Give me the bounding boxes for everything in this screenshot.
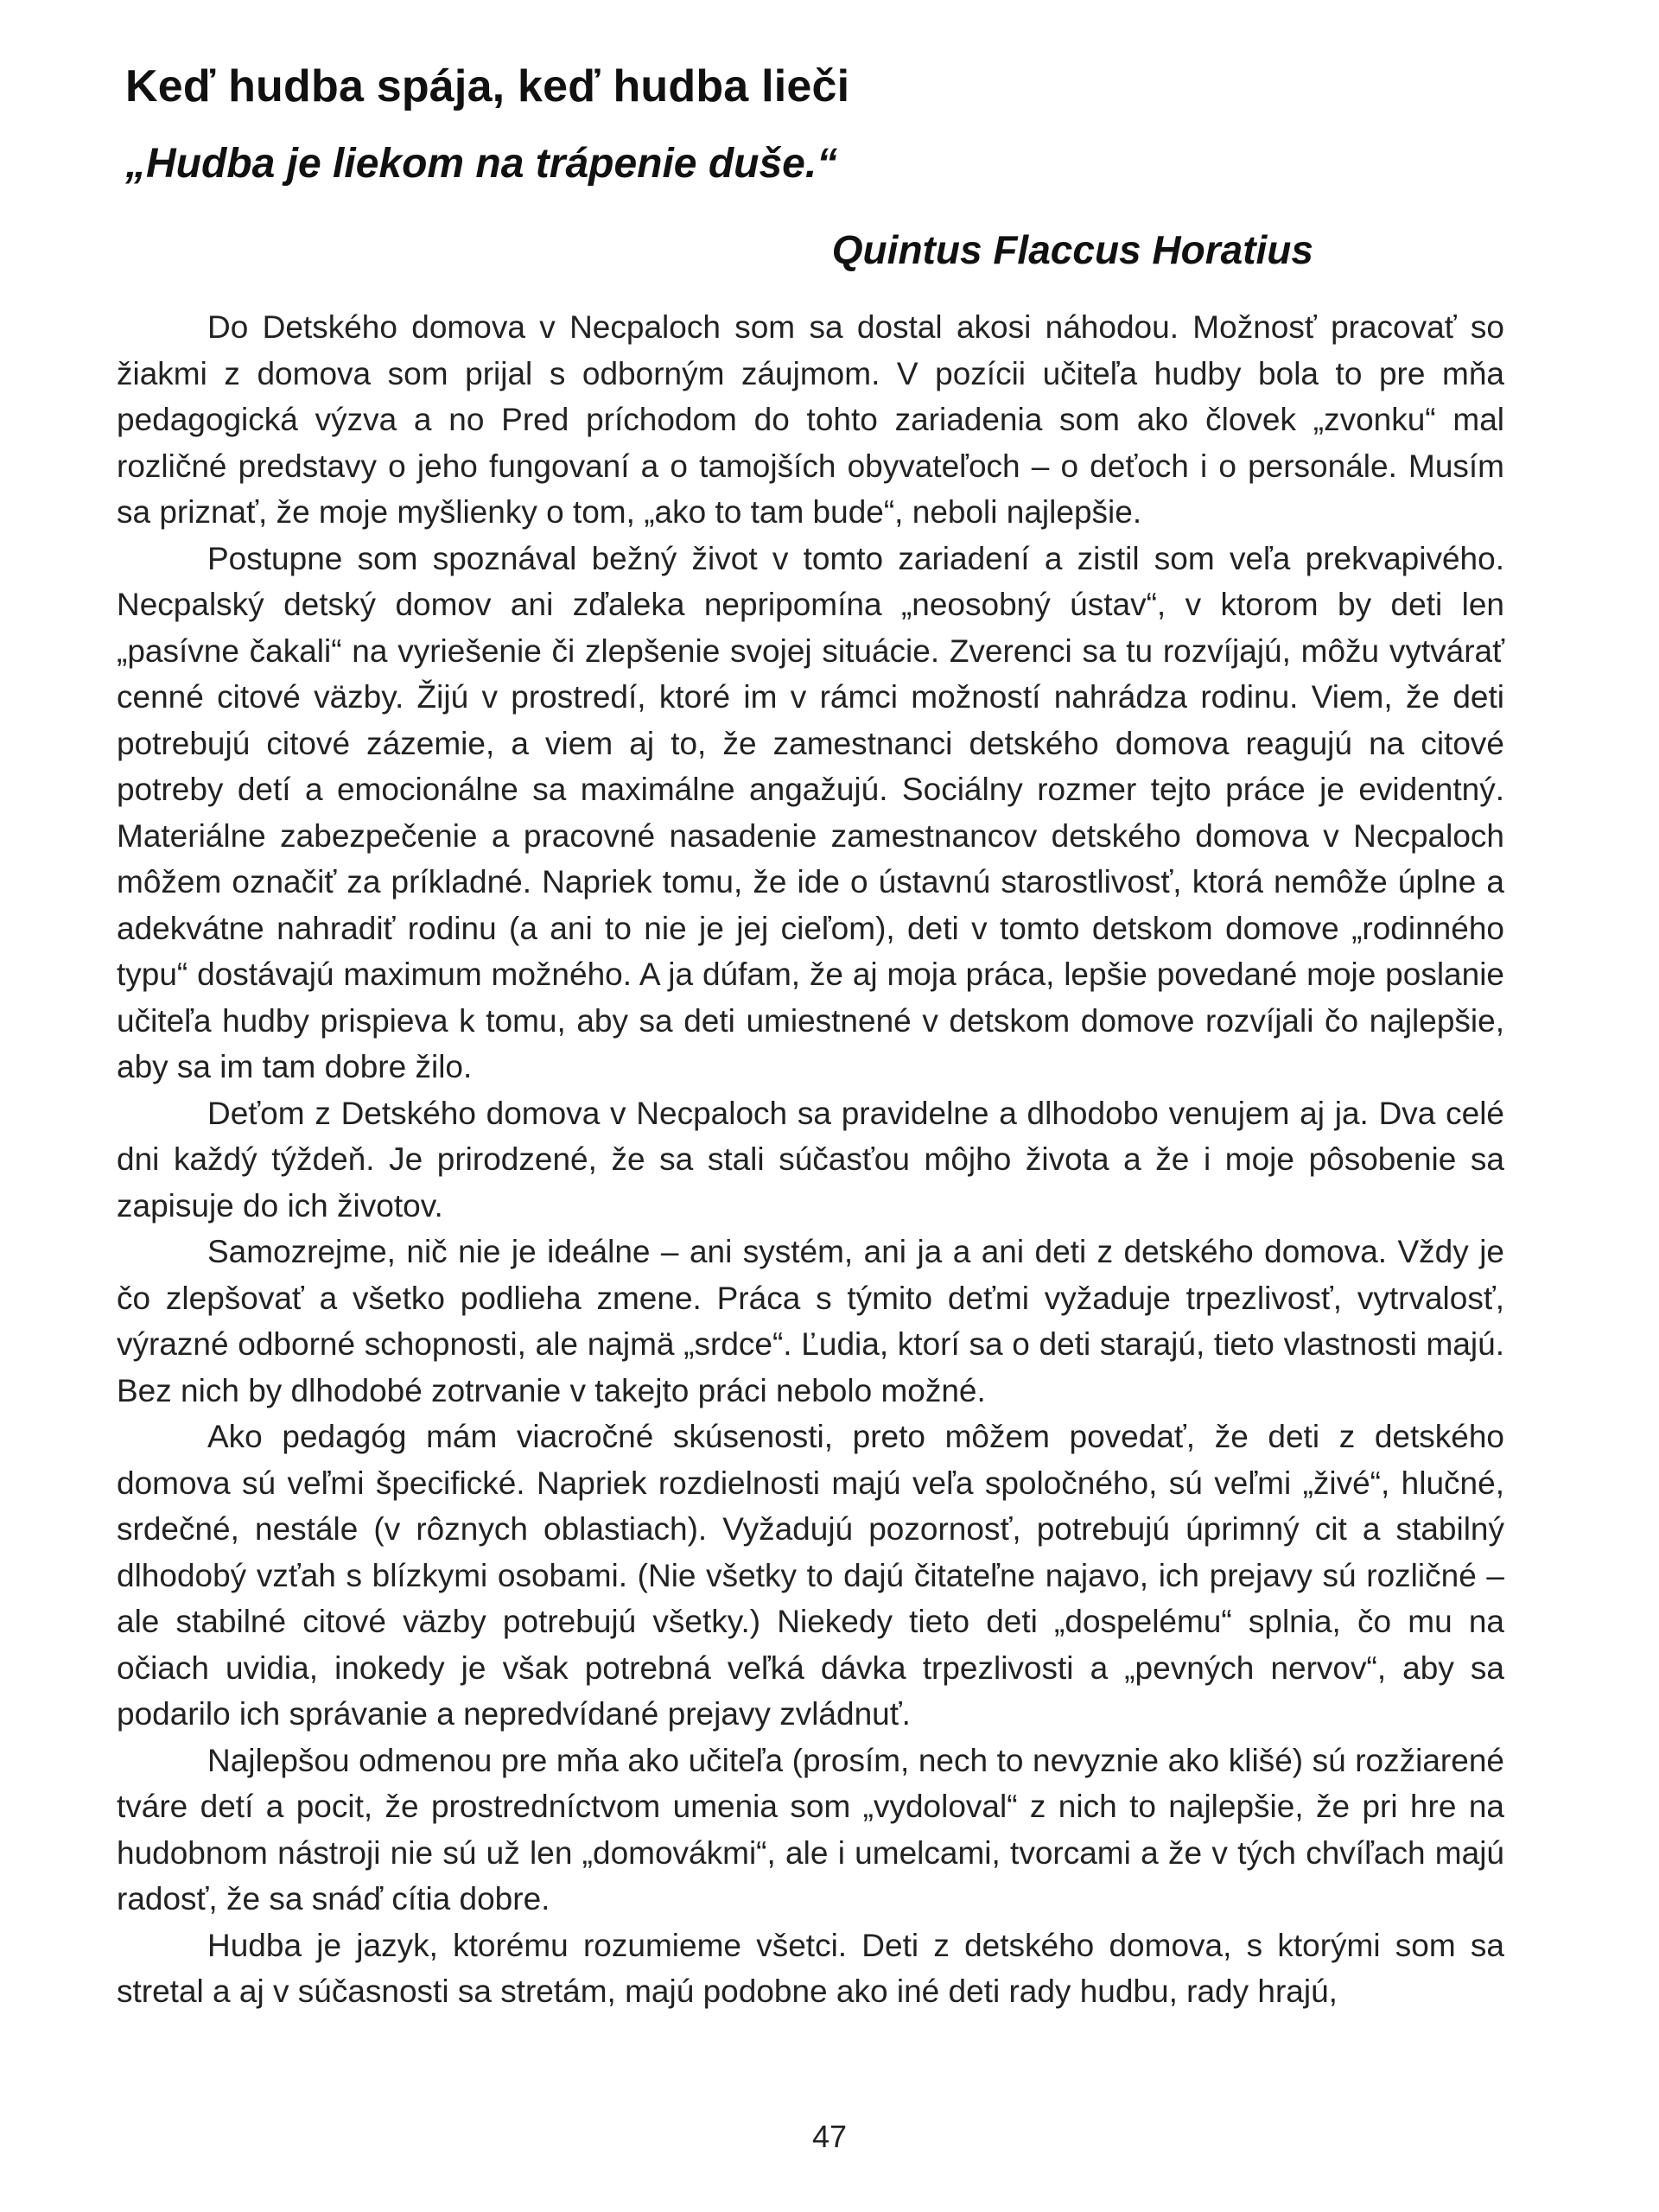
article-title: Keď hudba spája, keď hudba lieči [125, 61, 850, 111]
paragraph: Do Detského domova v Necpaloch som sa dostal akosi náhodou. Možnosť pracovať so žiakmi z domova som prijal s odborným záujmom. V pozícii učiteľa hudby bola to pre mňa pedagogická výzva a no Pred príchodom do tohto zariadenia som ako človek „zvonku“ mal rozličné predstavy o jeho fungovaní a o tamojších obyvateľoch – o deťoch i o personále. Musím sa priznať, že moje myšlienky o tom, „ako to tam bude“, neboli najlepšie. [117, 309, 1504, 530]
epigraph-quote: „Hudba je liekom na trápenie duše.“ [125, 141, 838, 187]
paragraph: Postupne som spoznával bežný život v tomto zariadení a zistil som veľa prekvapivého. Necpalský detský domov ani zďaleka nepripomína „neosobný ústav“, v ktorom by deti len „pasívne čakali“ na vyriešenie či zlepšenie svojej situácie. Zverenci sa tu rozvíjajú, môžu vytvárať cenné citové väzby. Žijú v prostredí, ktoré im v rámci možností nahrádza rodinu. Viem, že deti potrebujú citové zázemie, a viem aj to, že zamestnanci detského domova reagujú na citové potreby detí a emocionálne sa maximálne angažujú. Sociálny rozmer tejto práce je evidentný. Materiálne zabezpečenie a pracovné nasadenie zamestnancov detského domova v Necpaloch môžem označiť za príkladné. Napriek tomu, že ide o ústavnú starostlivosť, ktorá nemôže úplne a adekvátne nahradiť rodinu (a ani to nie je jej cieľom), deti v tomto detskom domove „rodinného typu“ dostávajú maximum možného. A ja dúfam, že aj moja práca, lepšie povedané moje poslanie učiteľa hudby prispieva k tomu, aby sa deti umiestnené v detskom domove rozvíjali čo najlepšie, aby sa im tam dobre žilo. [117, 540, 1504, 1084]
paragraph: Najlepšou odmenou pre mňa ako učiteľa (prosím, nech to nevyznie ako klišé) sú rozžiarené tváre detí a pocit, že prostredníctvom umenia som „vydoloval“ z nich to najlepšie, že pri hre na hudobnom nástroji nie sú už len „domovákmi“, ale i umelcami, tvorcami a že v tých chvíľach majú radosť, že sa snáď cítia dobre. [117, 1742, 1504, 1916]
paragraph: Hudba je jazyk, ktorému rozumieme všetci. Deti z detského domova, s ktorými som sa stretal a aj v súčasnosti sa stretám, majú podobne ako iné deti rady hudbu, rady hrajú, [117, 1927, 1504, 2009]
paragraph: Samozrejme, nič nie je ideálne – ani systém, ani ja a ani deti z detského domova. Vždy je čo zlepšovať a všetko podlieha zmene. Práca s týmito deťmi vyžaduje trpezlivosť, vytrvalosť, výrazné odborné schopnosti, ale najmä „srdce“. Ľudia, ktorí sa o deti starajú, tieto vlastnosti majú. Bez nich by dlhodobé zotrvanie v takejto práci nebolo možné. [117, 1234, 1504, 1408]
article-body [117, 304, 1504, 2015]
epigraph-author: Quintus Flaccus Horatius [831, 227, 1313, 272]
page-number: 47 [811, 2119, 848, 2154]
paragraph: Deťom z Detského domova v Necpaloch sa pravidelne a dlhodobo venujem aj ja. Dva celé dni každý týždeň. Je prirodzené, že sa stali súčasťou môjho života a že i moje pôsobenie sa zapisuje do ich životov. [117, 1095, 1504, 1224]
paragraph: Ako pedagóg mám viacročné skúsenosti, preto môžem povedať, že deti z detského domova sú veľmi špecifické. Napriek rozdielnosti majú veľa spoločného, sú veľmi „živé“, hlučné, srdečné, nestále (v rôznych oblastiach). Vyžadujú pozornosť, potrebujú úprimný cit a stabilný dlhodobý vzťah s blízkymi osobami. (Nie všetky to dajú čitateľne najavo, ich prejavy sú rozličné – ale stabilné citové väzby potrebujú všetky.) Niekedy tieto deti „dospelému“ splnia, čo mu na očiach uvidia, inokedy je však potrebná veľká dávka trpezlivosti a „pevných nervov“, aby sa podarilo ich správanie a nepredvídané prejavy zvládnuť. [117, 1419, 1504, 1732]
